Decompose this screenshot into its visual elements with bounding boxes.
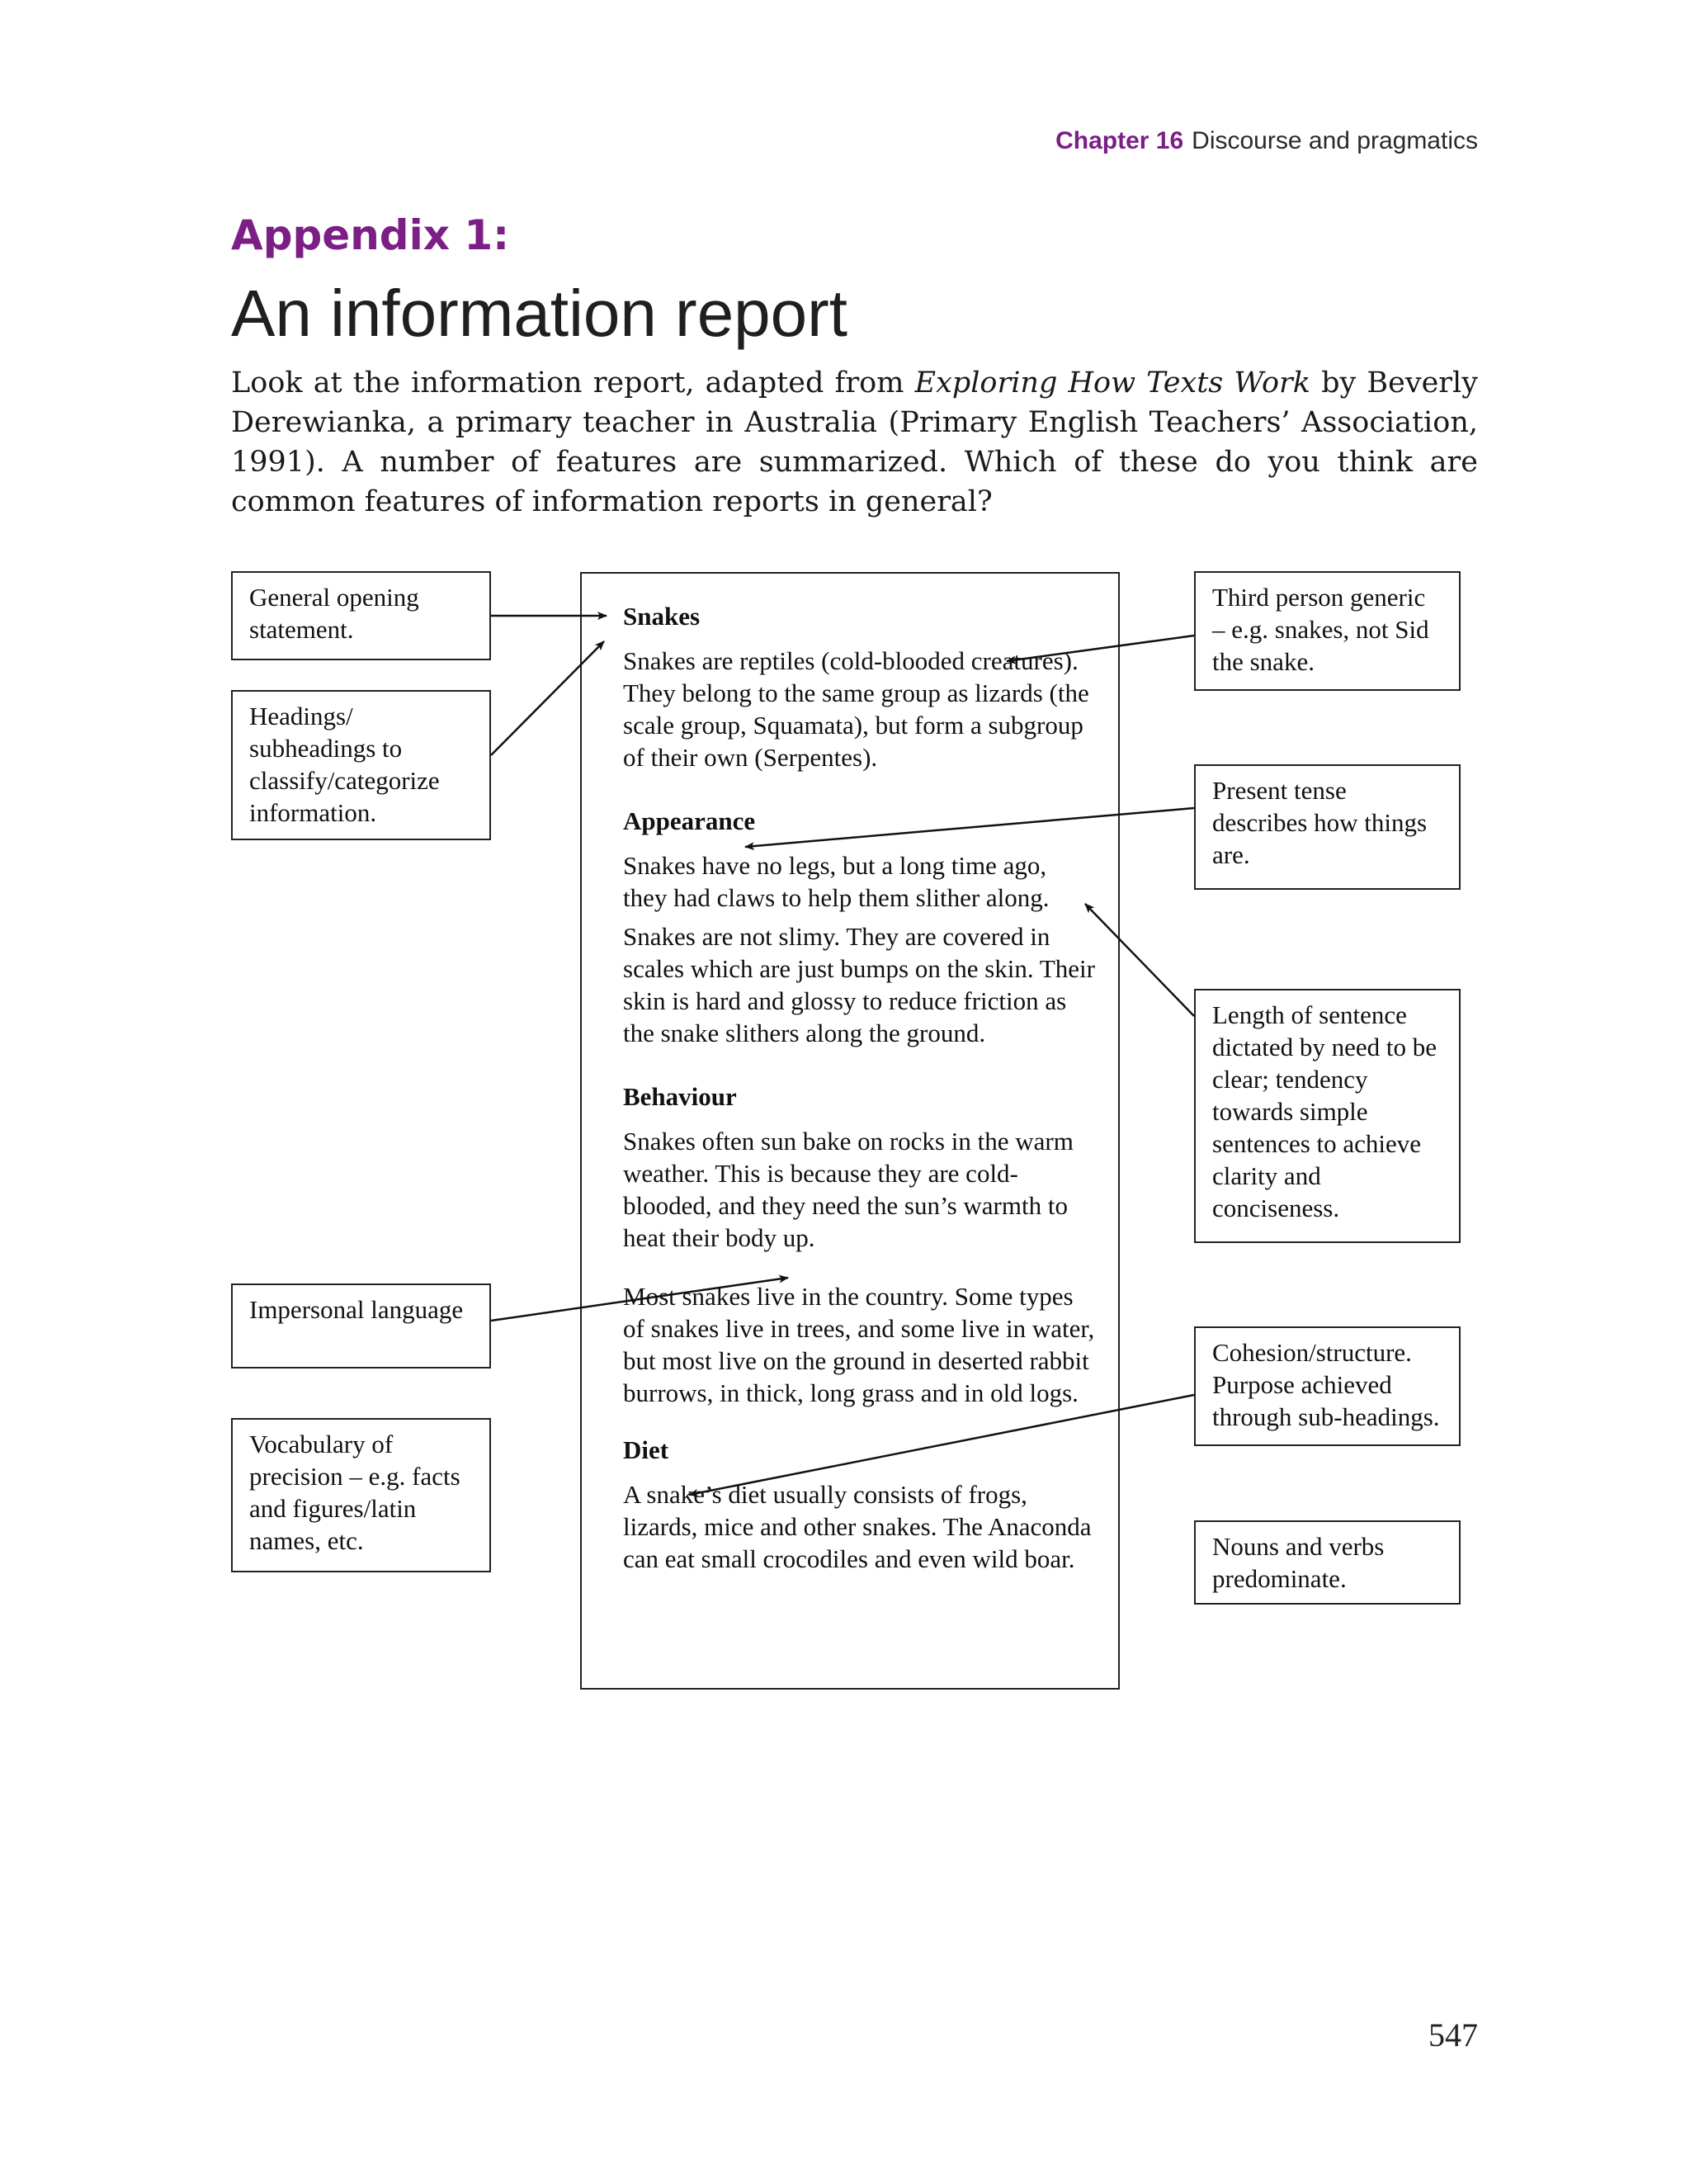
annotation-present-tense: Present tense describes how things are.	[1194, 764, 1461, 890]
book-title: Exploring How Texts Work	[914, 366, 1310, 399]
annotation-nouns-verbs: Nouns and verbs predominate.	[1194, 1520, 1461, 1605]
appearance-paragraph-1: Snakes have no legs, but a long time ago, they had claws to help them slither along.	[623, 851, 1050, 912]
chapter-title: Discourse and pragmatics	[1192, 127, 1478, 154]
annotation-vocabulary-precision: Vocabulary of precision – e.g. facts and figures/latin names, etc.	[231, 1418, 491, 1572]
report-intro-paragraph: Snakes are reptiles (cold-blooded creatures). They belong to the same group as lizards (the scale group, Squamata), but form a subgroup of their own (Serpentes).	[623, 646, 1089, 772]
behaviour-paragraph-2: Most snakes live in the country. Some types of snakes live in trees, and some live in water, but most live on the ground in deserted rabbit burrows, in thick, long grass and in old logs.	[623, 1282, 1095, 1407]
intro-text-after: by Beverly Derewianka, a primary teacher in Australia (Primary English Teachers’ Association, 1991). A number of features are summarized. Which of these do you think are common features of information reports in general?	[231, 366, 1478, 518]
annotation-headings: Headings/ subheadings to classify/categorize information.	[231, 690, 491, 840]
running-header	[1055, 127, 1478, 155]
annotation-impersonal-language: Impersonal language	[231, 1283, 491, 1369]
intro-text-before: Look at the information report, adapted from	[231, 366, 915, 399]
annotation-cohesion: Cohesion/structure. Purpose achieved through sub-headings.	[1194, 1326, 1461, 1446]
page-number: 547	[1428, 2016, 1478, 2054]
annotation-sentence-length: Length of sentence dictated by need to be clear; tendency towards simple sentences to achieve clarity and conciseness.	[1194, 989, 1461, 1243]
report-title: Snakes	[623, 602, 701, 631]
appearance-heading: Appearance	[623, 806, 756, 835]
diet-paragraph: A snake’s diet usually consists of frogs, lizards, mice and other snakes. The Anaconda can eat small crocodiles and even wild boar.	[623, 1480, 1092, 1573]
behaviour-heading: Behaviour	[623, 1082, 737, 1111]
chapter-label: Chapter 16	[1055, 127, 1184, 154]
intro-paragraph	[231, 363, 1478, 522]
diet-heading: Diet	[623, 1435, 669, 1464]
annotation-general-opening: General opening statement.	[231, 571, 491, 660]
behaviour-paragraph-1: Snakes often sun bake on rocks in the warm weather. This is because they are cold-blooded, and they need the sun’s warmth to heat their body up.	[623, 1127, 1074, 1252]
annotation-third-person: Third person generic – e.g. snakes, not Sid the snake.	[1194, 571, 1461, 691]
page-title: An information report	[231, 277, 848, 350]
report-box	[580, 572, 1120, 1690]
appendix-label: Appendix 1:	[231, 211, 510, 259]
appearance-paragraph-2: Snakes are not slimy. They are covered in scales which are just bumps on the skin. Their skin is hard and glossy to reduce friction as the snake slithers along the ground.	[623, 922, 1095, 1047]
